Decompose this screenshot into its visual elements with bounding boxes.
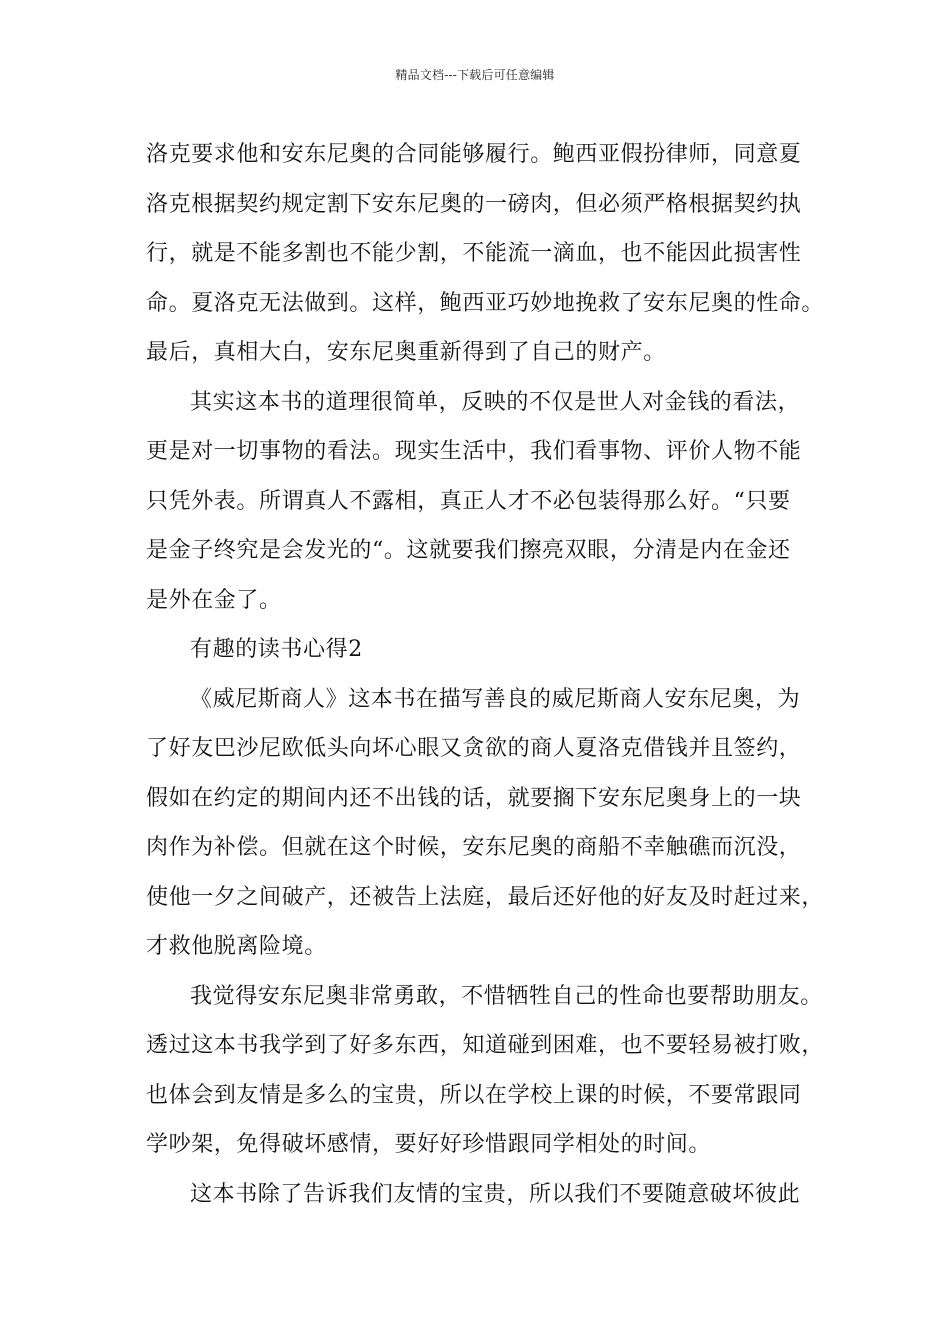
text-line: 也体会到友情是多么的宝贵，所以在学校上课的时候，不要常跟同 bbox=[146, 1082, 802, 1108]
document-body bbox=[146, 130, 831, 1219]
text-line: 肉作为补偿。但就在这个时候，安东尼奥的商船不幸触礁而沉没， bbox=[146, 835, 802, 860]
text-line: 才救他脱离险境。 bbox=[146, 934, 327, 959]
paragraph-1 bbox=[146, 130, 831, 378]
text-line: 行，就是不能多割也不能少割，不能流一滴血，也不能因此损害性 bbox=[146, 241, 802, 266]
page-header: 精品文档---下载后可任意编辑 bbox=[395, 68, 555, 82]
text-line: 了好友巴沙尼欧低头向坏心眼又贪欲的商人夏洛克借钱并且签约， bbox=[146, 736, 802, 761]
section-heading bbox=[146, 625, 831, 675]
text-line: 只凭外表。所谓真人不露相，真正人才不必包装得那么好。“只要 bbox=[146, 488, 791, 514]
text-line: 是金子终究是会发光的“。这就要我们擦亮双眼，分清是内在金还 bbox=[146, 538, 791, 563]
paragraph-5 bbox=[146, 1170, 831, 1220]
text-line: 洛克根据契约规定割下安东尼奥的一磅肉，但必须严格根据契约执 bbox=[146, 191, 802, 217]
text-line: 假如在约定的期间内还不出钱的话，就要搁下安东尼奥身上的一块 bbox=[146, 785, 802, 811]
heading-text: 有趣的读书心得2 bbox=[190, 637, 363, 662]
text-line: 其实这本书的道理很简单，反映的不仅是世人对金钱的看法， bbox=[190, 389, 801, 415]
text-line: 使他一夕之间破产，还被告上法庭，最后还好他的好友及时赶过来， bbox=[146, 884, 825, 910]
text-line: 洛克要求他和安东尼奥的合同能够履行。鲍西亚假扮律师，同意夏 bbox=[146, 142, 802, 167]
paragraph-3 bbox=[146, 675, 831, 972]
text-line: 我觉得安东尼奥非常勇敢，不惜牺牲自己的性命也要帮助朋友。 bbox=[190, 983, 823, 1009]
text-line: 最后，真相大白，安东尼奥重新得到了自己的财产。 bbox=[146, 340, 666, 365]
text-line: 这本书除了告诉我们友情的宝贵，所以我们不要随意破坏彼此 bbox=[190, 1181, 801, 1207]
text-line: 透过这本书我学到了好多东西，知道碰到困难，也不要轻易被打败， bbox=[146, 1033, 825, 1058]
text-line: 命。夏洛克无法做到。这样，鲍西亚巧妙地挽救了安东尼奥的性命。 bbox=[146, 290, 825, 316]
paragraph-2 bbox=[146, 378, 831, 626]
paragraph-4 bbox=[146, 972, 831, 1170]
text-line: 学吵架，免得破坏感情，要好好珍惜跟同学相处的时间。 bbox=[146, 1132, 712, 1157]
text-line: 《威尼斯商人》这本书在描写善良的威尼斯商人安东尼奥，为 bbox=[190, 686, 801, 712]
text-line: 是外在金了。 bbox=[146, 587, 282, 613]
text-line: 更是对一切事物的看法。现实生活中，我们看事物、评价人物不能 bbox=[146, 439, 802, 464]
